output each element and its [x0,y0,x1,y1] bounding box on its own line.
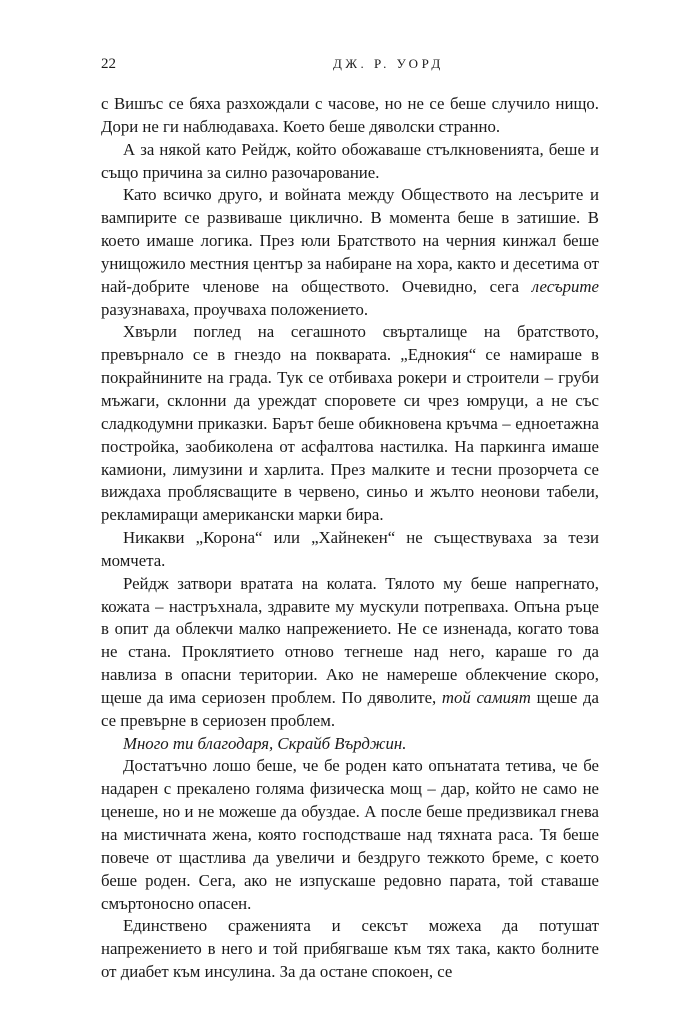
page-header [101,56,599,78]
paragraph [101,321,599,527]
text-segment: Достатъчно лошо беше, че бе роден като опънатата тетива, че бе надарен с прекалено голяма физическа мощ – дар, който не само не ценеше, но и не можеше да обуздае. А после беше предизвикал гнева на мистичната жена, която господстваше над тяхната раса. Тя беше повече от щастлива да увеличи и бездругo тежкото бреме, с което беше роден. Сега, ако не изпускаше редовно парата, той ставаше смъртоносно опасен. [101,756,599,913]
body-text [101,93,599,984]
text-segment: Рейдж затвори вратата на колата. Тялото му беше напрегнато, кожата – настръхнала, здравите му мускули потрепваха. Опъна ръце в опит да облекчи малко напрежението. Не се изненада, когато това не стана. Проклятието отново тегнеше над него, караше го да навлиза в опасни територии. Ако не намереше облекчение скоро, щеше да има сериозен проблем. По дяволите, [101,573,599,707]
text-segment: Единствено сраженията и сексът можеха да потушат напрежението в него и той прибягваше към тях така, както болните от диабет към инсулина. За да остане спокоен, се [101,916,599,982]
page-number: 22 [101,56,116,72]
running-head-author: ДЖ. Р. УОРД [333,56,444,71]
text-segment: щеше да се превърне в сериозен проблем. [101,687,599,730]
text-segment: Като всичко друго, и войната между Обществото на лесърите и вампирите се развиваше циклично. В момента беше в затишие. В което имаше логика. През юли Братството на черния кинжал беше унищожило местния център за набиране на хора, както и десетима от най-добрите членове на обществото. Очевидно, сега [101,185,599,296]
paragraph [101,755,599,915]
text-segment: А за някой като Рейдж, който обожаваше стълкновенията, беше и също причина за силно разочарование. [101,139,599,182]
text-segment: с Вишъс се бяха разхождали с часове, но не се беше случило нищо. Дори не ги наблюдаваха. Което беше дяволски странно. [101,94,599,136]
paragraph [101,93,599,139]
paragraph [101,573,599,733]
paragraph [101,915,599,984]
italic-text-segment: лесърите [531,276,599,296]
paragraph [101,733,599,756]
text-segment: разузнаваха, проучваха положението. [101,299,369,319]
text-segment: Хвърли поглед на сегашното свърталище на братството, превърнало се в гнездо на покварата. „Еднокия“ се намираше в покрайнините на града. Тук се отбиваха рокери и строители – груби мъжаги, склонни да уреждат споровете си чрез юмруци, а не със сладкодумни приказки. Барът беше обикновена кръчма – едноетажна постройка, заобиколена от асфалтова настилка. На паркинга имаше камиони, лимузини и харлита. През малките и тесни прозорчета се виждаха проблясващите в червено, синьо и жълто неонови табели, рекламиращи американски марки бира. [101,322,599,525]
paragraph [101,527,599,573]
italic-text-segment: той самият [441,687,531,707]
paragraph [101,139,599,185]
italic-text-segment: Много ти благодаря, Скрайб Върджин. [123,733,407,753]
text-segment: Никакви „Корона“ или „Хайнекен“ не съществуваха за тези момчета. [101,528,599,570]
paragraph [101,184,599,321]
